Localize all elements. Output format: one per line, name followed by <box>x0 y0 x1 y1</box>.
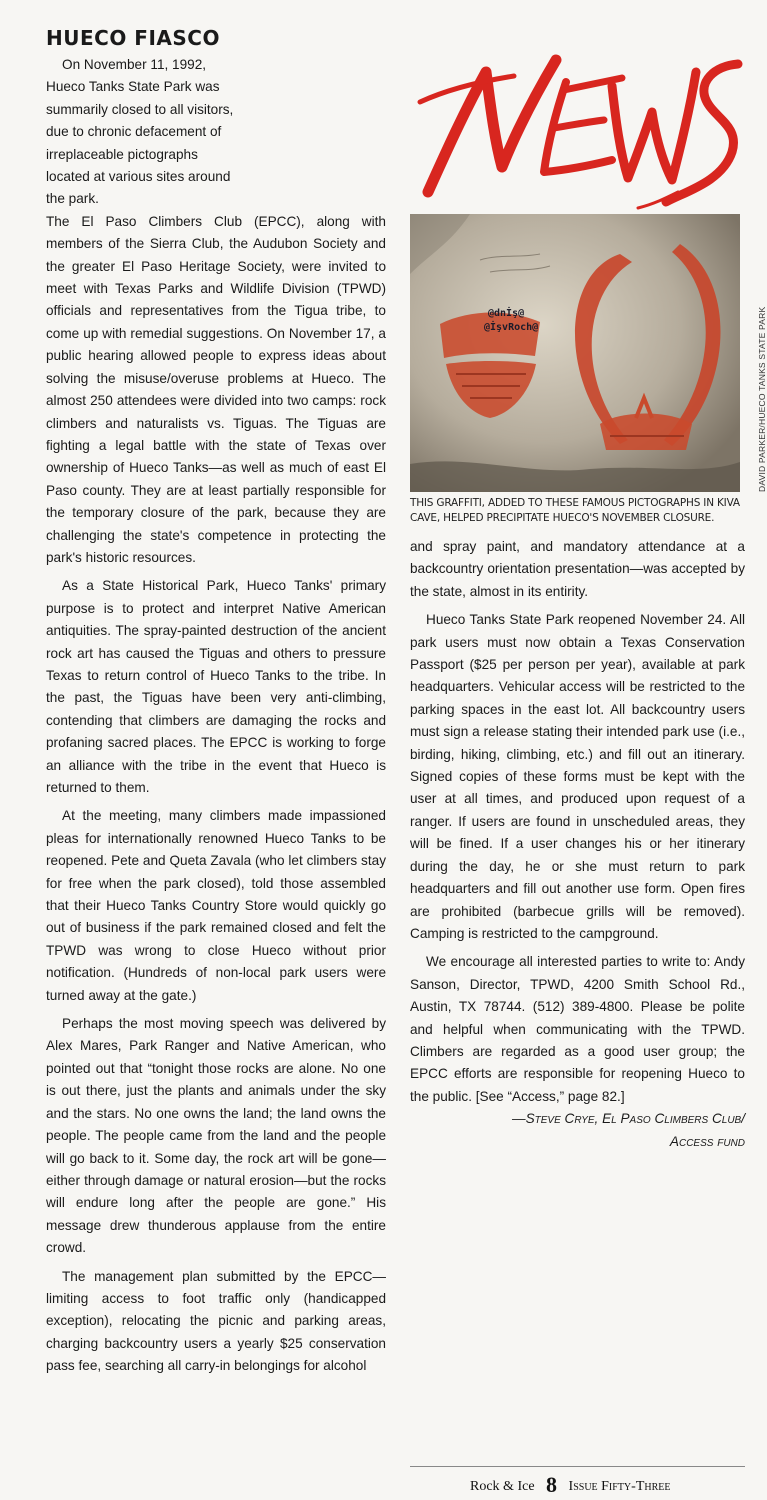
article-paragraph: As a State Historical Park, Hueco Tanks' primary purpose is to protect and interpret Native American antiquities. The spray-painted destruction of the ancient rock art has caused the Tiguas and others to pressure Texas to return control of Hueco Tanks to the tribe. In the past, the Tiguas have been very anti-climbing, contending that climbers are damaging the rocks and profaning sacred places. The EPCC is working to forge an alliance with the tribe in the event that Hueco is returned to them. <box>46 578 386 795</box>
article-paragraph: Perhaps the most moving speech was delivered by Alex Mares, Park Ranger and Native American, who pointed out that “tonight those rocks are alone. No one is out there, just the plants and animals under the sky and the stars. No one owns the land; the land owns the people. The people came from the land and the people will go back to it. Some day, the rock art will be gone—either through damage or natural erosion—but the rocks will endure long after the people are gone.” His message drew thunderous applause from the entire crowd. <box>46 1016 386 1256</box>
article-paragraph: and spray paint, and mandatory attendance at a backcountry orientation presentation—was accepted by the state, almost in its entirity. <box>410 539 745 599</box>
page-number: 8 <box>546 1472 558 1497</box>
footer-divider <box>410 1466 745 1467</box>
article-paragraph: The management plan submitted by the EPCC—limiting access to foot traffic only (handicapped exception), relocating the picnic and parking areas, charging backcountry users a yearly $25 conservation pass fee, searching all carry-in belongings for alcohol <box>46 1268 386 1374</box>
article-left-column <box>46 26 386 1378</box>
article-signature: —Steve Crye, El Paso Climbers Club/ <box>511 1111 745 1127</box>
news-brush-logo <box>416 42 746 212</box>
article-paragraph: At the meeting, many climbers made impassioned pleas for internationally renowned Hueco Tanks to be reopened. Pete and Queta Zavala (who let climbers stay for free when the park closed), told those assembled that their Hueco Tanks Country Store would quickly go out of business if the park remained closed and felt the TPWD was wrong to close Hueco without prior notification. (Hundreds of non-local park users were turned away at the gate.) <box>46 808 386 1003</box>
photo-credit <box>745 296 767 492</box>
article-paragraph: On November 11, 1992, Hueco Tanks State Park was summarily closed to all visitors, due to chronic defacement of irreplaceable pictographs located at various sites around the park. <box>46 57 234 207</box>
news-logo-label: NEWS <box>416 42 419 43</box>
photo-credit-text: DAVID PARKER/HUECO TANKS STATE PARK <box>757 306 767 492</box>
article-right-column <box>410 536 745 1153</box>
graffiti-text: @İşvRoch@ <box>484 322 539 333</box>
page-footer <box>470 1472 740 1496</box>
pictograph-illustration <box>410 214 740 492</box>
photo-caption: THIS GRAFFITI, ADDED TO THESE FAMOUS PICTOGRAPHS IN KIVA CAVE, HELPED PRECIPITATE HUECO'S NOVEMBER CLOSURE. <box>410 497 740 524</box>
pictograph-photo <box>410 214 740 492</box>
article-signature-affiliation: Access fund <box>669 1133 745 1149</box>
magazine-name: Rock & Ice <box>470 1479 535 1494</box>
article-paragraph: We encourage all interested parties to write to: Andy Sanson, Director, TPWD, 4200 Smith School Rd., Austin, TX 78744. (512) 389-4800. Please be polite and helpful when communicating with the TPWD. Climbers are regarded as a good user group; the EPCC efforts are responsible for reopening Hueco to the public. [See “Access,” page 82.] <box>410 954 745 1104</box>
article-paragraph: The El Paso Climbers Club (EPCC), along with members of the Sierra Club, the Audubon Society and the greater El Paso Heritage Society, were invited to meet with Texas Parks and Wildlife Division (TPWD) officials and representatives from the Tigua tribe, to come up with remedial suggestions. On November 17, a public hearing allowed people to express ideas about solving the misuse/overuse problems at Hueco. The almost 250 attendees were divided into two camps: rock climbers and naturalists vs. Tiguas. The Tiguas are fighting a legal battle with the state of Texas over ownership of Hueco Tanks—as well as much of east El Paso county. They are at least partially responsible for the temporary closure of the park, because they are challenging the state's competence in protecting the park's historic resources. <box>46 213 386 565</box>
article-paragraph: Hueco Tanks State Park reopened November 24. All park users must now obtain a Texas Conservation Passport ($25 per person per year), available at park headquarters. Vehicular access will be restricted to the parking spaces in the east lot. All backcountry users must sign a release stating their intended park use (i.e., birding, hiking, climbing, etc.) and fill out an itinerary. Signed copies of these forms must be kept with the user at all times, and produced upon request of a ranger. If users are found in unscheduled areas, they will be fined. If a user changes his or her itinerary during the day, he or she must return to park headquarters and fill out another use form. Open fires are prohibited (barbecue grills will be removed). Camping is restricted to the campground. <box>410 612 745 941</box>
graffiti-text: @dnİş@ <box>488 308 525 319</box>
article-headline: HUECO FIASCO <box>46 26 220 50</box>
news-section-logo <box>416 42 746 212</box>
issue-label: Issue Fifty-Three <box>568 1479 671 1494</box>
